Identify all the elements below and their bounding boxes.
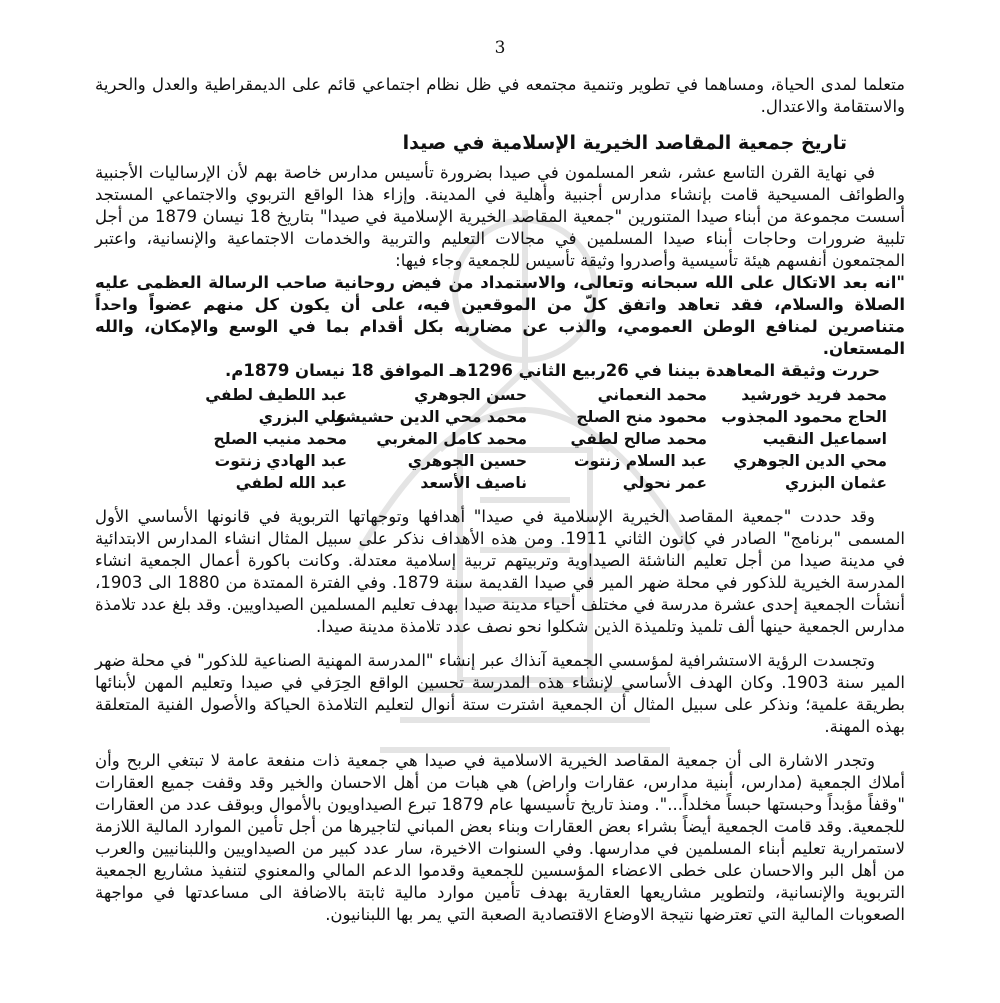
treaty-line: حررت وثيقة المعاهدة بيننا في 26ربيع الثاني 1296هـ الموافق 18 نيسان 1879م. xyxy=(225,361,880,380)
paragraph-goals: وقد حددت "جمعية المقاصد الخيرية الإسلامية في صيدا" أهدافها وتوجهاتها التربوية في قانونها الأساسي الأول المسمى "برنامج" الصادر في كانون الثاني 1911. ومن هذه الأهداف نذكر على سبيل المثال انشاء المدارس الابتدائية في مدينة صيدا من أجل تعليم الناشئة الصيداوية وتربيتهم تربية إسلامية معتدلة. وكانت باكورة أعمال الجمعية انشاء المدرسة الخيرية للذكور في محلة ضهر المير في صيدا القديمة سنة 1879. وفي الفترة الممتدة من 1880 الى 1903، أنشأت الجمعية إحدى عشرة مدرسة في مختلف أحياء مدينة صيدا بهدف تعليم المسلمين الصيداويين. وقد بلغ عدد تلامذة مدارس الجمعية حينها ألف تلميذ وتلميذة الذين شكلوا نحو نصف عدد تلامذة مدينة صيدا. xyxy=(95,507,905,636)
signatory-name: عبد الهادي زنتوت xyxy=(214,452,347,470)
document-page xyxy=(95,38,905,926)
page-number: 3 xyxy=(494,38,506,58)
founding-quote: "انه بعد الاتكال على الله سبحانه وتعالى، والاستمداد من فيض روحانية صاحب الرسالة العظمى عليه الصلاة والسلام، فقد تعاهد واتفق كلّ من الموقعين فيه، على أن يكون كل منهم عضواً واحداً متناصرين لمنافع الوطن العمومي، والذب عن مضاربه بكل أقدام بما في الوسع والإمكان، والله المستعان. xyxy=(95,273,905,358)
signatory-name: الحاج محمود المجذوب xyxy=(721,408,887,426)
signatory-name: محمد النعماني xyxy=(597,386,707,404)
signatory-name: محمود منح الصلح xyxy=(576,408,707,426)
signatory-name: حسن الجوهري xyxy=(414,386,527,404)
paragraph-vocational-school: وتجسدت الرؤية الاستشرافية لمؤسسي الجمعية آنذاك عبر إنشاء "المدرسة المهنية الصناعية للذكور" في محلة ضهر المير سنة 1903. وكان الهدف الأساسي لإنشاء هذه المدرسة تحسين الواقع الحِرَفي في صيدا وتعليم المهن لأبنائها بطريقة علمية؛ ونذكر على سبيل المثال أن الجمعية اشترت ستة أنوال لتعليم التلامذة الحياكة والأصول الفنية المتعلقة بهذه المهنة. xyxy=(95,651,906,736)
signatory-name: عمر نحولي xyxy=(622,474,707,492)
signatory-name: محمد محي الدين حشيشو xyxy=(335,408,527,426)
signatory-name: اسماعيل النقيب xyxy=(762,430,887,448)
signatory-name: محمد منيب الصلح xyxy=(213,430,347,448)
signatories-list xyxy=(95,384,887,494)
signatory-name: علي البزري xyxy=(258,408,347,426)
signatory-name: ناصيف الأسعد xyxy=(420,474,527,492)
signatory-name: عبد اللطيف لطفي xyxy=(205,386,347,404)
signatory-name: حسين الجوهري xyxy=(407,452,527,470)
paragraph-founding: في نهاية القرن التاسع عشر، شعر المسلمون في صيدا بضرورة تأسيس مدارس خاصة بهم لأن الإرساليات الأجنبية والطوائف المسيحية قامت بإنشاء مدارس أجنبية وأهلية في المدينة. وإزاء هذا الواقع التربوي والاجتماعي المستجد أسست مجموعة من أبناء صيدا المتنورين "جمعية المقاصد الخيرية الإسلامية في صيدا" بتاريخ 18 نيسان 1879 من أجل تلبية ضرورات وحاجات أبناء صيدا المسلمين في مجالات التعليم والتربية والخدمات الاجتماعية والإنسانية، واعتبر المجتمعون أنفسهم هيئة تأسيسية وأصدروا وثيقة تأسيس للجمعية وجاء فيها: xyxy=(95,163,905,270)
signatory-name: عثمان البزري xyxy=(785,474,887,492)
signatory-name: محمد صالح لطفي xyxy=(570,430,707,448)
signatory-name: محمد كامل المغربي xyxy=(376,430,527,448)
signatory-name: محمد فريد خورشيد xyxy=(741,386,887,404)
signatory-name: عبد الله لطفي xyxy=(235,474,347,492)
paragraph-endowments: وتجدر الاشارة الى أن جمعية المقاصد الخيرية الاسلامية في صيدا هي جمعية ذات منفعة عامة لا تبتغي الربح وأن أملاك الجمعية (مدارس، أبنية مدارس، عقارات واراض) هي هبات من أهل الاحسان والخير وقد وقفت جميع العقارات "وقفاً مؤبداً وحبستها حبساً مخلداً...". ومنذ تاريخ تأسيسها عام 1879 تبرع الصيداويون بالأموال وبوقف عدد من العقارات للجمعية. وقد قامت الجمعية أيضاً بشراء بعض العقارات وبناء بعض المباني لتاجيرها من أجل تأمين الموارد المالية اللازمة لاستمرارية تعليم أبناء المسلمين في مدارسها. وفي السنوات الاخيرة، سار عدد كبير من الصيداويين واللبنانيين والعرب من أهل البر والاحسان على خطى الاعضاء المؤسسين للجمعية وقدموا الدعم المالي والمعنوي لتنفيذ مشاريع الجمعية التربوية والإنسانية، ولتطوير مشاريعها العقارية بهدف تأمين موارد مالية ثابتة بالاضافة الى مساعدتها في مواجهة الصعوبات المالية التي تعترضها نتيجة الاوضاع الاقتصادية الصعبة التي يمر بها اللبنانيون. xyxy=(95,751,905,924)
signatory-name: عبد السلام زنتوت xyxy=(573,452,707,470)
signatory-name: محي الدين الجوهري xyxy=(733,452,887,470)
section-heading: تاريخ جمعية المقاصد الخيرية الإسلامية في صيدا xyxy=(402,132,847,154)
intro-paragraph: متعلما لمدى الحياة، ومساهما في تطوير وتنمية مجتمعه في ظل نظام اجتماعي قائم على الديمقراطية والعدل والحرية والاستقامة والاعتدال. xyxy=(95,75,905,116)
